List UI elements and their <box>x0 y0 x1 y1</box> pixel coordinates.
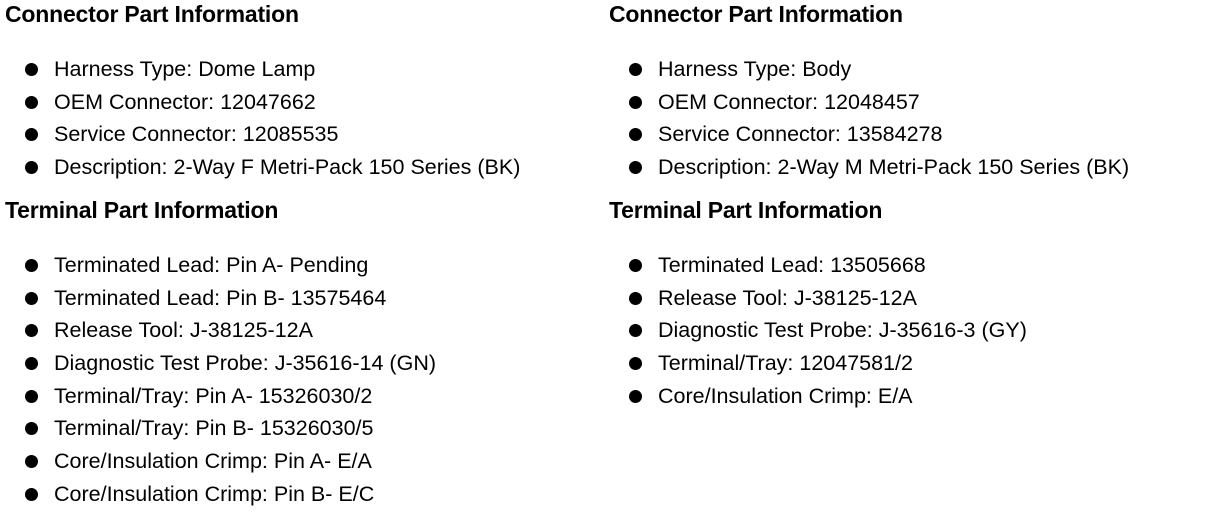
list-item <box>609 380 1027 413</box>
list-item-text: Terminal/Tray: 12047581/2 <box>658 351 913 376</box>
list-item <box>5 249 436 282</box>
list-item <box>5 347 436 380</box>
bullet-icon <box>25 161 38 174</box>
bullet-icon <box>25 422 38 435</box>
list-item <box>5 118 520 151</box>
list-item <box>609 53 1129 86</box>
list-item <box>5 445 436 478</box>
list-item-text: Terminated Lead: 13505668 <box>658 253 926 277</box>
bullet-icon <box>25 324 38 337</box>
list-item-text: Service Connector: 13584278 <box>658 122 943 147</box>
bullet-icon <box>25 292 38 305</box>
list-item <box>5 412 436 445</box>
list-item <box>5 478 436 511</box>
connector-part-list <box>609 53 1129 184</box>
bullet-icon <box>25 455 38 468</box>
bullet-icon <box>629 390 642 403</box>
list-item <box>609 118 1129 151</box>
bullet-icon <box>629 161 642 174</box>
list-item-text: Terminated Lead: Pin B- 13575464 <box>54 285 387 310</box>
list-item <box>609 151 1129 184</box>
connector-part-list <box>5 53 520 184</box>
connector-part-heading: Connector Part Information <box>5 1 299 27</box>
list-item-text: Service Connector: 12085535 <box>54 122 339 147</box>
list-item-text: Diagnostic Test Probe: J-35616-3 (GY) <box>658 318 1027 343</box>
list-item <box>5 151 520 184</box>
bullet-icon <box>25 357 38 370</box>
bullet-icon <box>629 259 642 272</box>
bullet-icon <box>25 96 38 109</box>
list-item-text: Core/Insulation Crimp: Pin A- E/A <box>54 449 372 474</box>
bullet-icon <box>629 292 642 305</box>
list-item <box>609 314 1027 347</box>
list-item-text: Harness Type: Body <box>658 57 852 81</box>
list-item-text: Core/Insulation Crimp: Pin B- E/C <box>54 481 375 506</box>
bullet-icon <box>25 259 38 272</box>
bullet-icon <box>25 390 38 403</box>
list-item <box>5 53 520 86</box>
list-item <box>5 282 436 315</box>
list-item <box>609 249 1027 282</box>
list-item-text: OEM Connector: 12048457 <box>658 89 920 114</box>
list-item-text: Terminated Lead: Pin A- Pending <box>54 253 369 277</box>
bullet-icon <box>629 96 642 109</box>
list-item <box>5 314 436 347</box>
list-item-text: Terminal/Tray: Pin A- 15326030/2 <box>54 383 373 408</box>
list-item-text: Description: 2-Way F Metri-Pack 150 Series (BK) <box>54 155 521 180</box>
list-item <box>5 380 436 413</box>
connector-part-heading: Connector Part Information <box>609 1 903 27</box>
bullet-icon <box>25 128 38 141</box>
list-item-text: Core/Insulation Crimp: E/A <box>658 383 913 408</box>
bullet-icon <box>25 488 38 501</box>
list-item <box>609 347 1027 380</box>
list-item-text: OEM Connector: 12047662 <box>54 89 316 114</box>
bullet-icon <box>629 324 642 337</box>
list-item-text: Release Tool: J-38125-12A <box>54 318 313 343</box>
terminal-part-list <box>5 249 436 511</box>
bullet-icon <box>629 63 642 76</box>
list-item-text: Harness Type: Dome Lamp <box>54 57 316 81</box>
terminal-part-list <box>609 249 1027 412</box>
list-item <box>5 86 520 119</box>
terminal-part-heading: Terminal Part Information <box>5 197 279 223</box>
list-item-text: Diagnostic Test Probe: J-35616-14 (GN) <box>54 351 437 376</box>
list-item-text: Terminal/Tray: Pin B- 15326030/5 <box>54 416 374 441</box>
list-item-text: Description: 2-Way M Metri-Pack 150 Series (BK) <box>658 155 1130 180</box>
bullet-icon <box>629 128 642 141</box>
bullet-icon <box>25 63 38 76</box>
list-item-text: Release Tool: J-38125-12A <box>658 285 917 310</box>
list-item <box>609 86 1129 119</box>
list-item <box>609 282 1027 315</box>
bullet-icon <box>629 357 642 370</box>
terminal-part-heading: Terminal Part Information <box>609 197 883 223</box>
